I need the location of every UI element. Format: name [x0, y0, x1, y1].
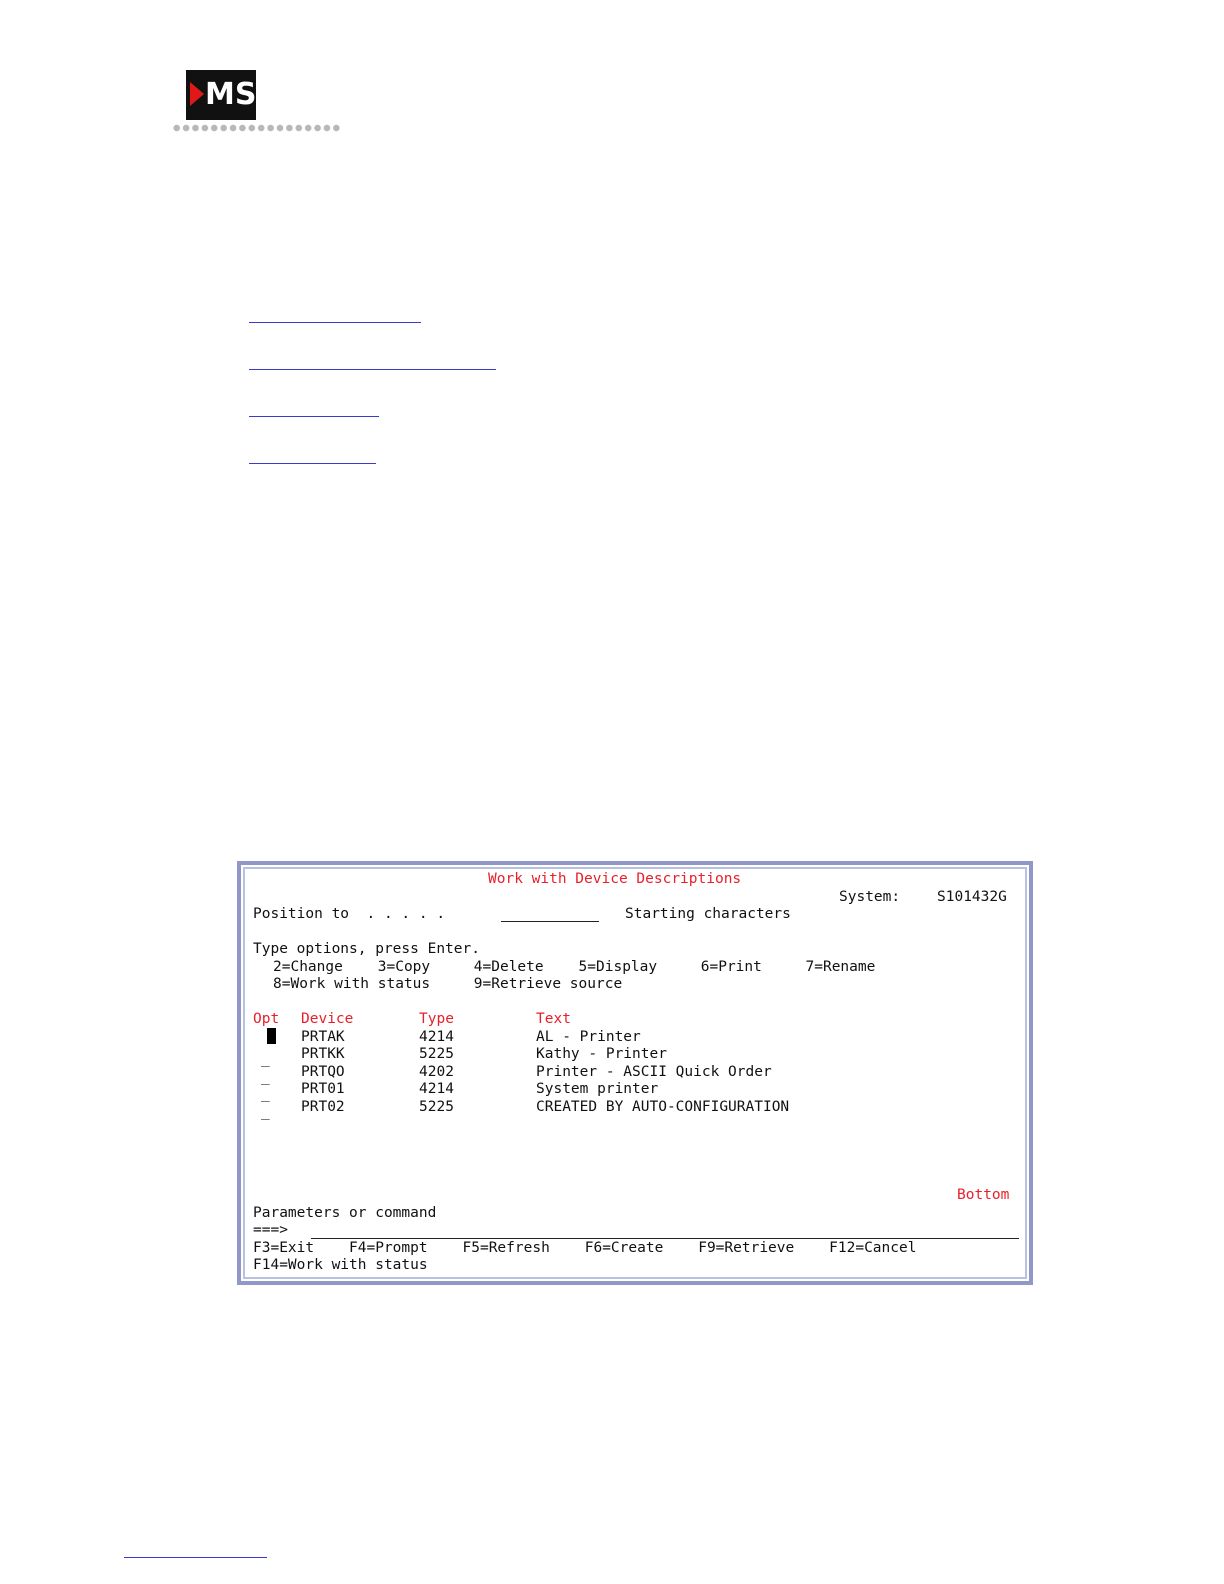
col-device: Device: [301, 1011, 354, 1027]
logo-arrow-icon: [190, 82, 204, 106]
cursor: [267, 1028, 276, 1044]
link-3[interactable]: [249, 416, 379, 417]
row-device: PRT01: [301, 1081, 345, 1097]
row-type: 4202: [419, 1064, 454, 1080]
logo-text: MS: [205, 77, 257, 112]
link-4[interactable]: [249, 463, 376, 464]
row-text: Kathy - Printer: [536, 1046, 667, 1062]
row-device: PRTAK: [301, 1029, 345, 1045]
position-label: Position to . . . . .: [253, 906, 446, 922]
params-label: Parameters or command: [253, 1205, 437, 1221]
col-opt: Opt: [253, 1011, 280, 1027]
options-line-2: 8=Work with status 9=Retrieve source: [273, 976, 623, 992]
row-type: 5225: [419, 1046, 454, 1062]
row-device: PRT02: [301, 1099, 345, 1115]
logo-dots: [172, 124, 342, 132]
position-hint: Starting characters: [625, 906, 791, 922]
function-keys-1: F3=Exit F4=Prompt F5=Refresh F6=Create F9=Retrieve F12=Cancel: [253, 1240, 917, 1256]
bottom-indicator: Bottom: [957, 1187, 1010, 1203]
system-label: System:: [839, 889, 901, 905]
options-line-1: 2=Change 3=Copy 4=Delete 5=Display 6=Print 7=Rename: [273, 959, 876, 975]
row-opt-input[interactable]: _: [261, 1069, 270, 1085]
row-type: 5225: [419, 1099, 454, 1115]
row-device: PRTQO: [301, 1064, 345, 1080]
link-2[interactable]: [249, 369, 496, 370]
row-text: Printer - ASCII Quick Order: [536, 1064, 772, 1080]
row-opt-input[interactable]: _: [261, 1104, 270, 1120]
dms-logo: [172, 70, 342, 140]
row-type: 4214: [419, 1081, 454, 1097]
row-text: System printer: [536, 1081, 659, 1097]
row-text: CREATED BY AUTO-CONFIGURATION: [536, 1099, 790, 1115]
row-opt-input[interactable]: _: [261, 1086, 270, 1102]
row-opt-input[interactable]: _: [261, 1051, 270, 1067]
system-value: S101432G: [937, 889, 1007, 905]
row-text: AL - Printer: [536, 1029, 641, 1045]
col-type: Type: [419, 1011, 454, 1027]
screen-title: Work with Device Descriptions: [488, 871, 742, 887]
command-prompt: ===>: [253, 1222, 288, 1238]
terminal-screen: [237, 861, 1033, 1285]
link-1[interactable]: [249, 322, 421, 323]
position-input[interactable]: [501, 921, 599, 922]
options-header: Type options, press Enter.: [253, 941, 480, 957]
command-input[interactable]: [311, 1238, 1019, 1239]
function-keys-2: F14=Work with status: [253, 1257, 428, 1273]
col-text: Text: [536, 1011, 571, 1027]
row-type: 4214: [419, 1029, 454, 1045]
row-device: PRTKK: [301, 1046, 345, 1062]
footer-link[interactable]: [124, 1557, 267, 1558]
